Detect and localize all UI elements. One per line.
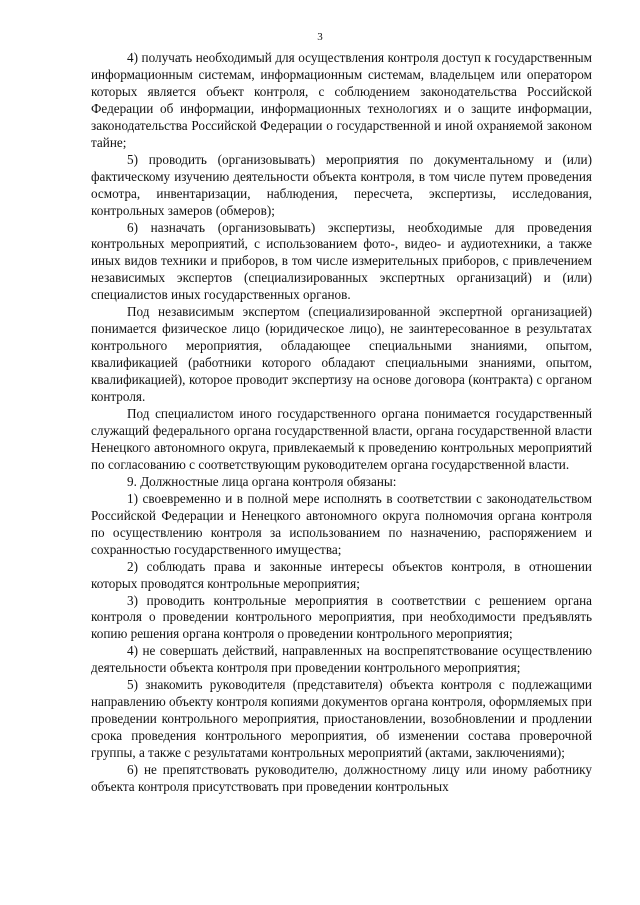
page-number: 3 — [317, 31, 323, 43]
paragraph-duty-6: 6) не препятствовать руководителю, должностному лицу или иному работнику объекта контроля присутствовать при проведении контрольных — [91, 762, 592, 794]
paragraph-section-9-heading: 9. Должностные лица органа контроля обязаны: — [127, 473, 397, 489]
document-body — [91, 50, 592, 796]
paragraph-duty-1: 1) своевременно и в полной мере исполнять в соответствии с законодательством Российской Федерации и Ненецкого автономного округа полномочия органа контроля по осуществлению контроля за использованием по назначению, распоряжением и сохранностью государственного имущества; — [91, 490, 592, 557]
paragraph-duty-2: 2) соблюдать права и законные интересы объектов контроля, в отношении которых проводятся контрольные мероприятия; — [91, 558, 592, 591]
paragraph-duty-5: 5) знакомить руководителя (представителя) объекта контроля с подлежащими направлению объекту контроля копиями документов органа контроля, оформляемых при проведении контрольного мероприятия, приостановлении, возобновлении и продлении срока проведения контрольного мероприятия, об изменении состава проверочной группы, а также с результатами контрольных мероприятий (актами, заключениями); — [91, 677, 592, 761]
paragraph-duty-3: 3) проводить контрольные мероприятия в соответствии с решением органа контроля о проведении контрольного мероприятия, при необходимости предъявлять копию решения органа контроля о проведении контрольного мероприятия; — [91, 592, 592, 642]
paragraph-item-4-access: 4) получать необходимый для осуществления контроля доступ к государственным информационным системам, информационным системам, владельцем или оператором которых является объект контроля, с соблюдением законодательства Российской Федерации об информации, информационных технологиях и о защите информации, законодательства Российской Федерации о государственной и иной охраняемой законом тайне; — [91, 50, 592, 150]
paragraph-specialist-definition: Под специалистом иного государственного органа понимается государственный служащий федерального органа государственной власти, органа государственной власти Ненецкого автономного округа, привлекаемый к проведению контрольных мероприятий по согласованию с соответствующим руководителем органа государственной власти. — [91, 406, 592, 472]
paragraph-independent-expert-definition: Под независимым экспертом (специализированной экспертной организацией) понимается физическое лицо (юридическое лицо), не заинтересованное в результатах контрольного мероприятия, обладающее специальными знаниями, опытом, квалификацией (работники которого обладают специальными знаниями, опытом, квалификацией), которое проводит экспертизу на основе договора (контракта) с органом контроля. — [91, 304, 592, 405]
paragraph-item-5-conduct-activities: 5) проводить (организовывать) мероприятия по документальному и (или) фактическому изучению деятельности объекта контроля, в том числе путем проведения осмотра, инвентаризации, наблюдения, пересчета, экспертизы, исследования, контрольных замеров (обмеров); — [91, 151, 592, 218]
paragraph-duty-4: 4) не совершать действий, направленных на воспрепятствование осуществлению деятельности объекта контроля при проведении контрольного мероприятия; — [91, 643, 592, 676]
paragraph-item-6-expertise: 6) назначать (организовывать) экспертизы, необходимые для проведения контрольных мероприятий, с использованием фото-, видео- и аудиотехники, а также иных видов техники и приборов, в том числе измерительных приборов, с привлечением независимых экспертов (специализированных экспертных организаций) и (или) специалистов иных государственных органов. — [91, 219, 592, 303]
